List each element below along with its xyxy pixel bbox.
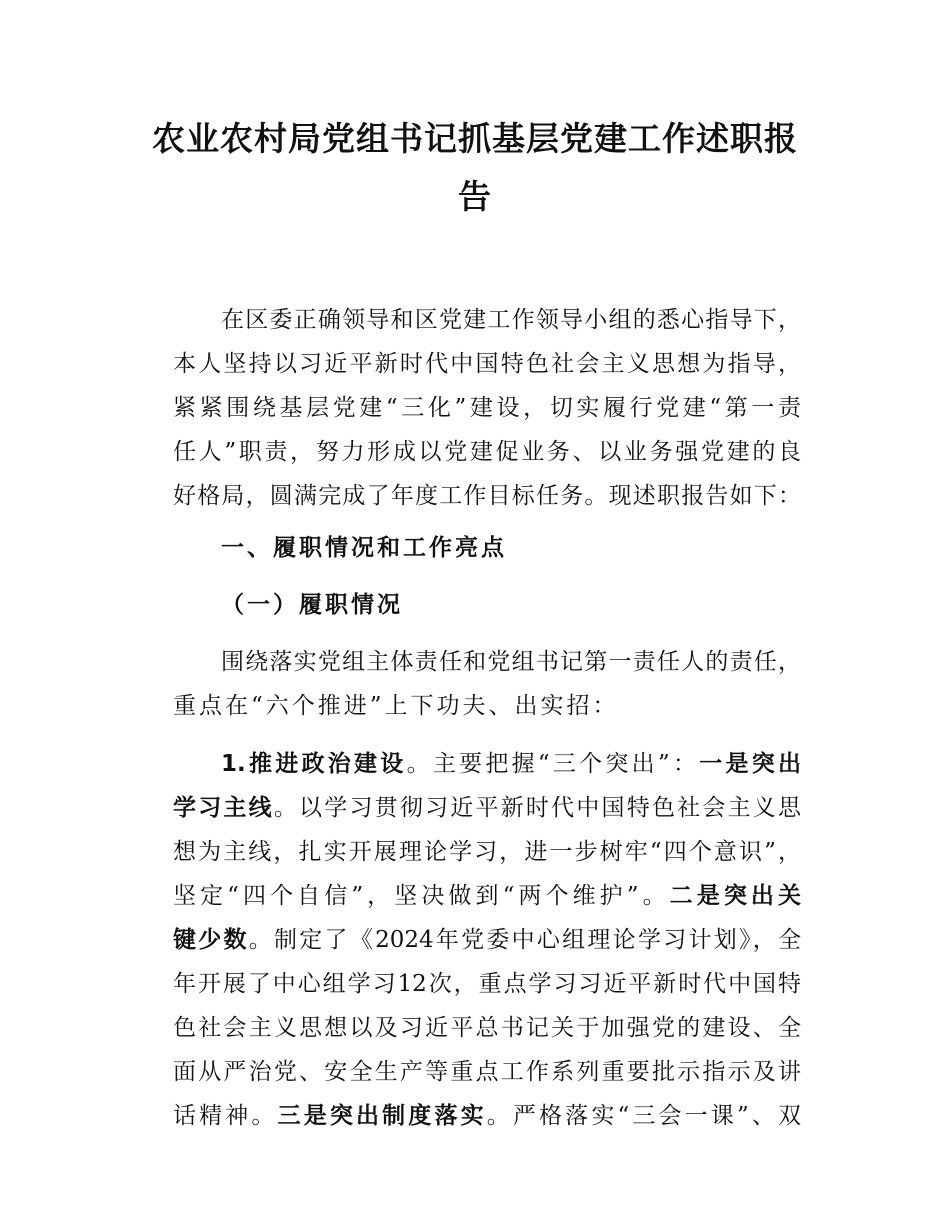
body-text-line — [173, 1013, 801, 1043]
bold-text-segment: 键少数 — [173, 927, 249, 953]
bold-text-segment: 学习主线 — [173, 795, 274, 821]
text-segment: 围绕落实党组主体责任和党组书记第一责任人的责任， — [221, 649, 801, 675]
body-text-line — [221, 647, 801, 677]
text-segment: 。制定了《2024年党委中心组理论学习计划》，全 — [248, 927, 801, 953]
body-text-line — [173, 793, 801, 823]
document-title-line-1: 农业农村局党组书记抓基层党建工作述职报 — [152, 119, 798, 158]
body-text-line — [173, 837, 801, 867]
text-segment: 好格局，圆满完成了年度工作目标任务。现述职报告如下： — [173, 483, 801, 509]
text-segment: （一）履职情况 — [221, 592, 403, 618]
text-segment: 年开展了中心组学习12次，重点学习习近平新时代中国特 — [173, 971, 801, 997]
section-heading — [221, 533, 801, 563]
body-text-line — [173, 881, 801, 911]
text-segment: 想为主线，扎实开展理论学习，进一步树牢“四个意识”， — [173, 839, 801, 865]
text-segment: 紧紧围绕基层党建“三化”建设，切实履行党建“第一责 — [173, 395, 801, 421]
text-segment: 本人坚持以习近平新时代中国特色社会主义思想为指导， — [173, 351, 801, 377]
text-segment: 坚定“四个自信”，坚决做到“两个维护”。 — [173, 883, 670, 909]
text-segment: 话精神。 — [173, 1103, 278, 1129]
bold-text-segment: 一是突出 — [699, 751, 801, 777]
body-text-line — [173, 1057, 801, 1087]
body-text-line — [173, 1101, 801, 1131]
text-segment: 一、履职情况和工作亮点 — [221, 535, 507, 561]
text-segment: 在区委正确领导和区党建工作领导小组的悉心指导下， — [221, 307, 801, 333]
body-text-line — [221, 305, 801, 335]
body-text-line — [173, 437, 801, 467]
text-segment: 重点在“六个推进”上下功夫、出实招： — [173, 693, 619, 719]
text-segment: 任人”职责，努力形成以党建促业务、以业务强党建的良 — [173, 439, 801, 465]
document-title-line-2: 告 — [458, 177, 492, 216]
text-segment: 面从严治党、安全生产等重点工作系列重要批示指示及讲 — [173, 1059, 801, 1085]
body-text-line — [173, 349, 801, 379]
bold-text-segment: 1.推进政治建设 — [221, 751, 407, 777]
text-segment: 。以学习贯彻习近平新时代中国特色社会主义思 — [273, 795, 802, 821]
body-text-line — [173, 393, 801, 423]
body-text-line — [173, 691, 801, 721]
bold-text-segment: 二是突出关 — [669, 883, 801, 909]
body-text-line — [173, 481, 801, 511]
text-segment: 色社会主义思想以及习近平总书记关于加强党的建设、全 — [173, 1015, 801, 1041]
section-heading — [221, 590, 801, 620]
body-text-line — [173, 925, 801, 955]
body-text-line — [173, 969, 801, 999]
body-text-line — [221, 749, 801, 779]
bold-text-segment: 三是突出制度落实 — [277, 1103, 487, 1129]
text-segment: 。主要把握“三个突出”： — [406, 751, 700, 777]
text-segment: 。严格落实“三会一课”、双 — [486, 1103, 801, 1129]
